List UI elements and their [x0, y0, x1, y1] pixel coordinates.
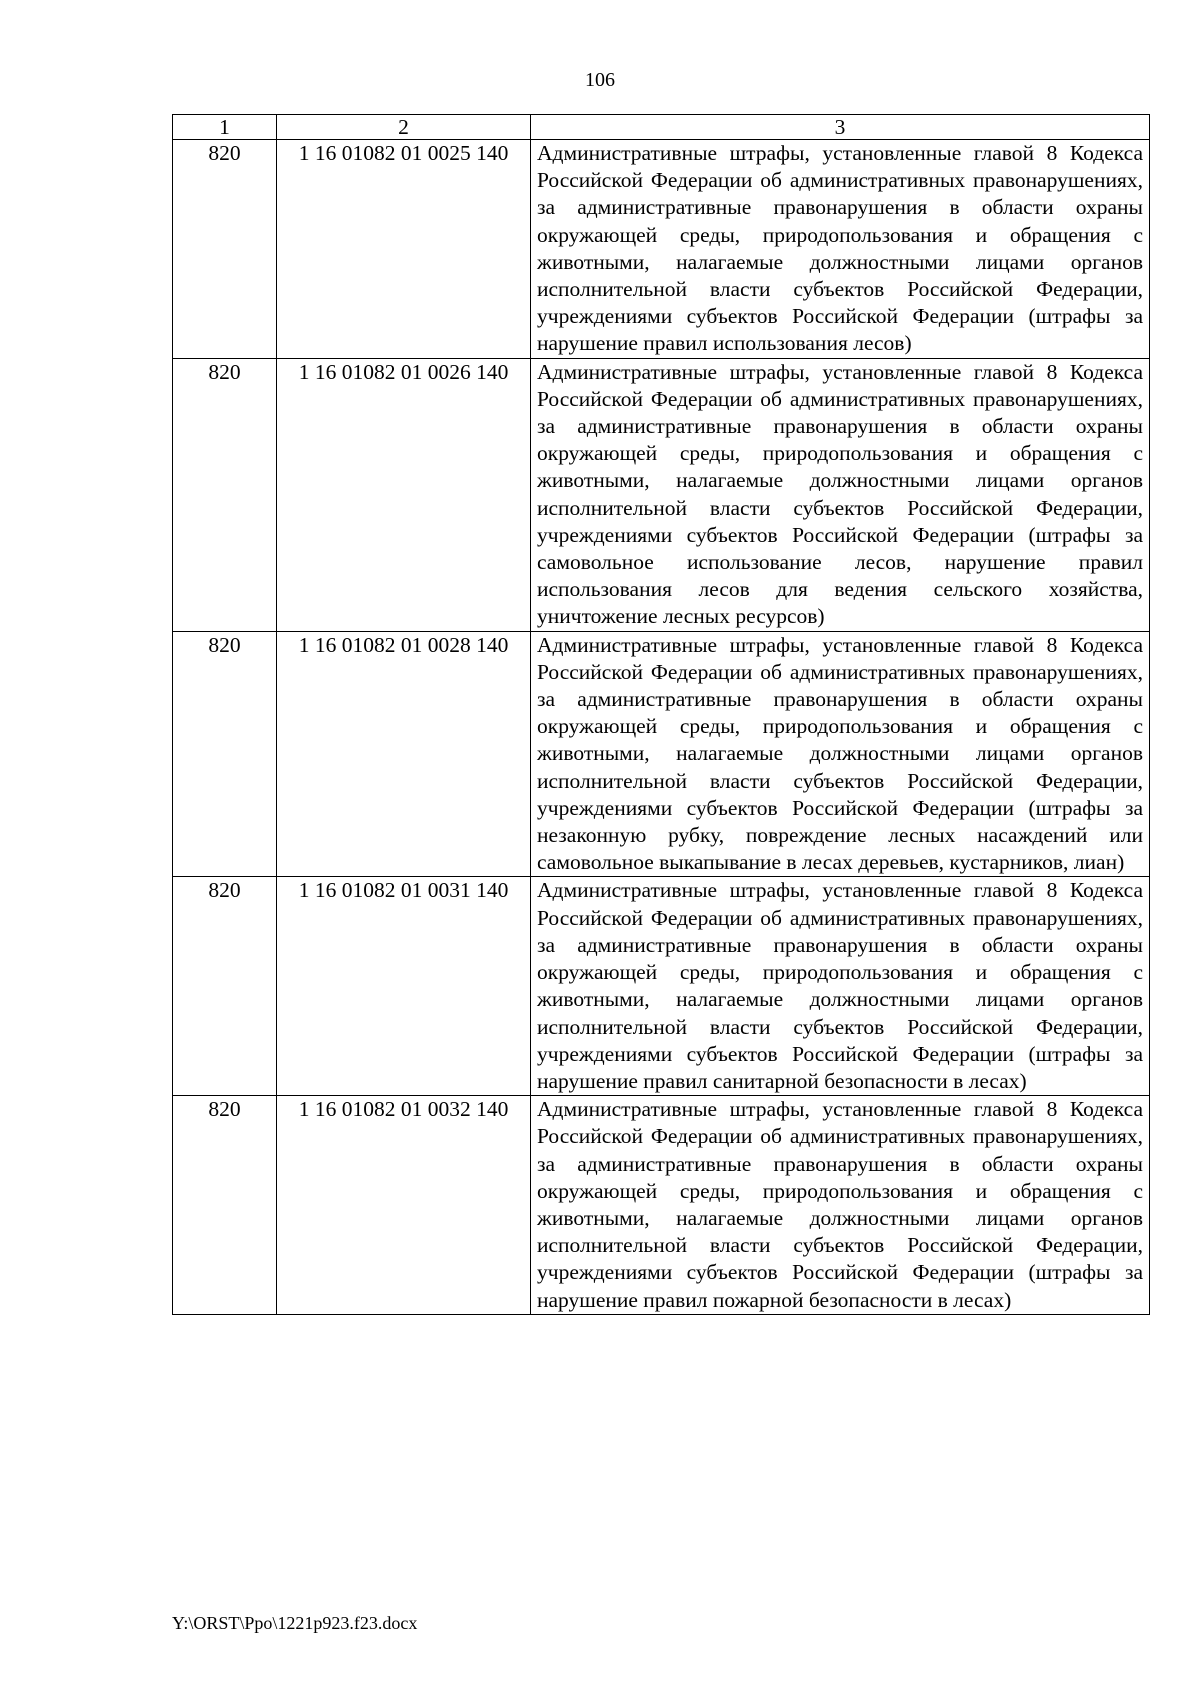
- column-header-1: 1: [173, 115, 277, 140]
- table-row: [173, 140, 1150, 359]
- admin-code-cell: 820: [173, 631, 277, 877]
- footer-file-path: Y:\ORST\Ppo\1221p923.f23.docx: [172, 1613, 418, 1633]
- budget-codes-table: [172, 114, 1150, 1315]
- table-header-row: [173, 115, 1150, 140]
- description-cell: Административные штрафы, установленные главой 8 Кодекса Российской Федерации об административных правонарушениях, за административные правонарушения в области охраны окружающей среды, природопользования и обращения с животными, налагаемые должностными лицами органов исполнительной власти субъектов Российской Федерации, учреждениями субъектов Российской Федерации (штрафы за нарушение правил пожарной безопасности в лесах): [531, 1096, 1150, 1315]
- description-cell: Административные штрафы, установленные главой 8 Кодекса Российской Федерации об административных правонарушениях, за административные правонарушения в области охраны окружающей среды, природопользования и обращения с животными, налагаемые должностными лицами органов исполнительной власти субъектов Российской Федерации, учреждениями субъектов Российской Федерации (штрафы за нарушение правил санитарной безопасности в лесах): [531, 877, 1150, 1096]
- admin-code-cell: 820: [173, 358, 277, 631]
- admin-code-cell: 820: [173, 877, 277, 1096]
- kbk-code-cell: 1 16 01082 01 0026 140: [277, 358, 531, 631]
- table-row: [173, 1096, 1150, 1315]
- description-cell: Административные штрафы, установленные главой 8 Кодекса Российской Федерации об административных правонарушениях, за административные правонарушения в области охраны окружающей среды, природопользования и обращения с животными, налагаемые должностными лицами органов исполнительной власти субъектов Российской Федерации, учреждениями субъектов Российской Федерации (штрафы за незаконную рубку, повреждение лесных насаждений или самовольное выкапывание в лесах деревьев, кустарников, лиан): [531, 631, 1150, 877]
- description-cell: Административные штрафы, установленные главой 8 Кодекса Российской Федерации об административных правонарушениях, за административные правонарушения в области охраны окружающей среды, природопользования и обращения с животными, налагаемые должностными лицами органов исполнительной власти субъектов Российской Федерации, учреждениями субъектов Российской Федерации (штрафы за самовольное использование лесов, нарушение правил использования лесов для ведения сельского хозяйства, уничтожение лесных ресурсов): [531, 358, 1150, 631]
- page-number: 106: [585, 69, 615, 91]
- column-header-2: 2: [277, 115, 531, 140]
- admin-code-cell: 820: [173, 140, 277, 359]
- column-header-3: 3: [531, 115, 1150, 140]
- kbk-code-cell: 1 16 01082 01 0025 140: [277, 140, 531, 359]
- table-row: [173, 358, 1150, 631]
- description-cell: Административные штрафы, установленные главой 8 Кодекса Российской Федерации об административных правонарушениях, за административные правонарушения в области охраны окружающей среды, природопользования и обращения с животными, налагаемые должностными лицами органов исполнительной власти субъектов Российской Федерации, учреждениями субъектов Российской Федерации (штрафы за нарушение правил использования лесов): [531, 140, 1150, 359]
- kbk-code-cell: 1 16 01082 01 0028 140: [277, 631, 531, 877]
- kbk-code-cell: 1 16 01082 01 0032 140: [277, 1096, 531, 1315]
- table-row: [173, 631, 1150, 877]
- table-row: [173, 877, 1150, 1096]
- admin-code-cell: 820: [173, 1096, 277, 1315]
- kbk-code-cell: 1 16 01082 01 0031 140: [277, 877, 531, 1096]
